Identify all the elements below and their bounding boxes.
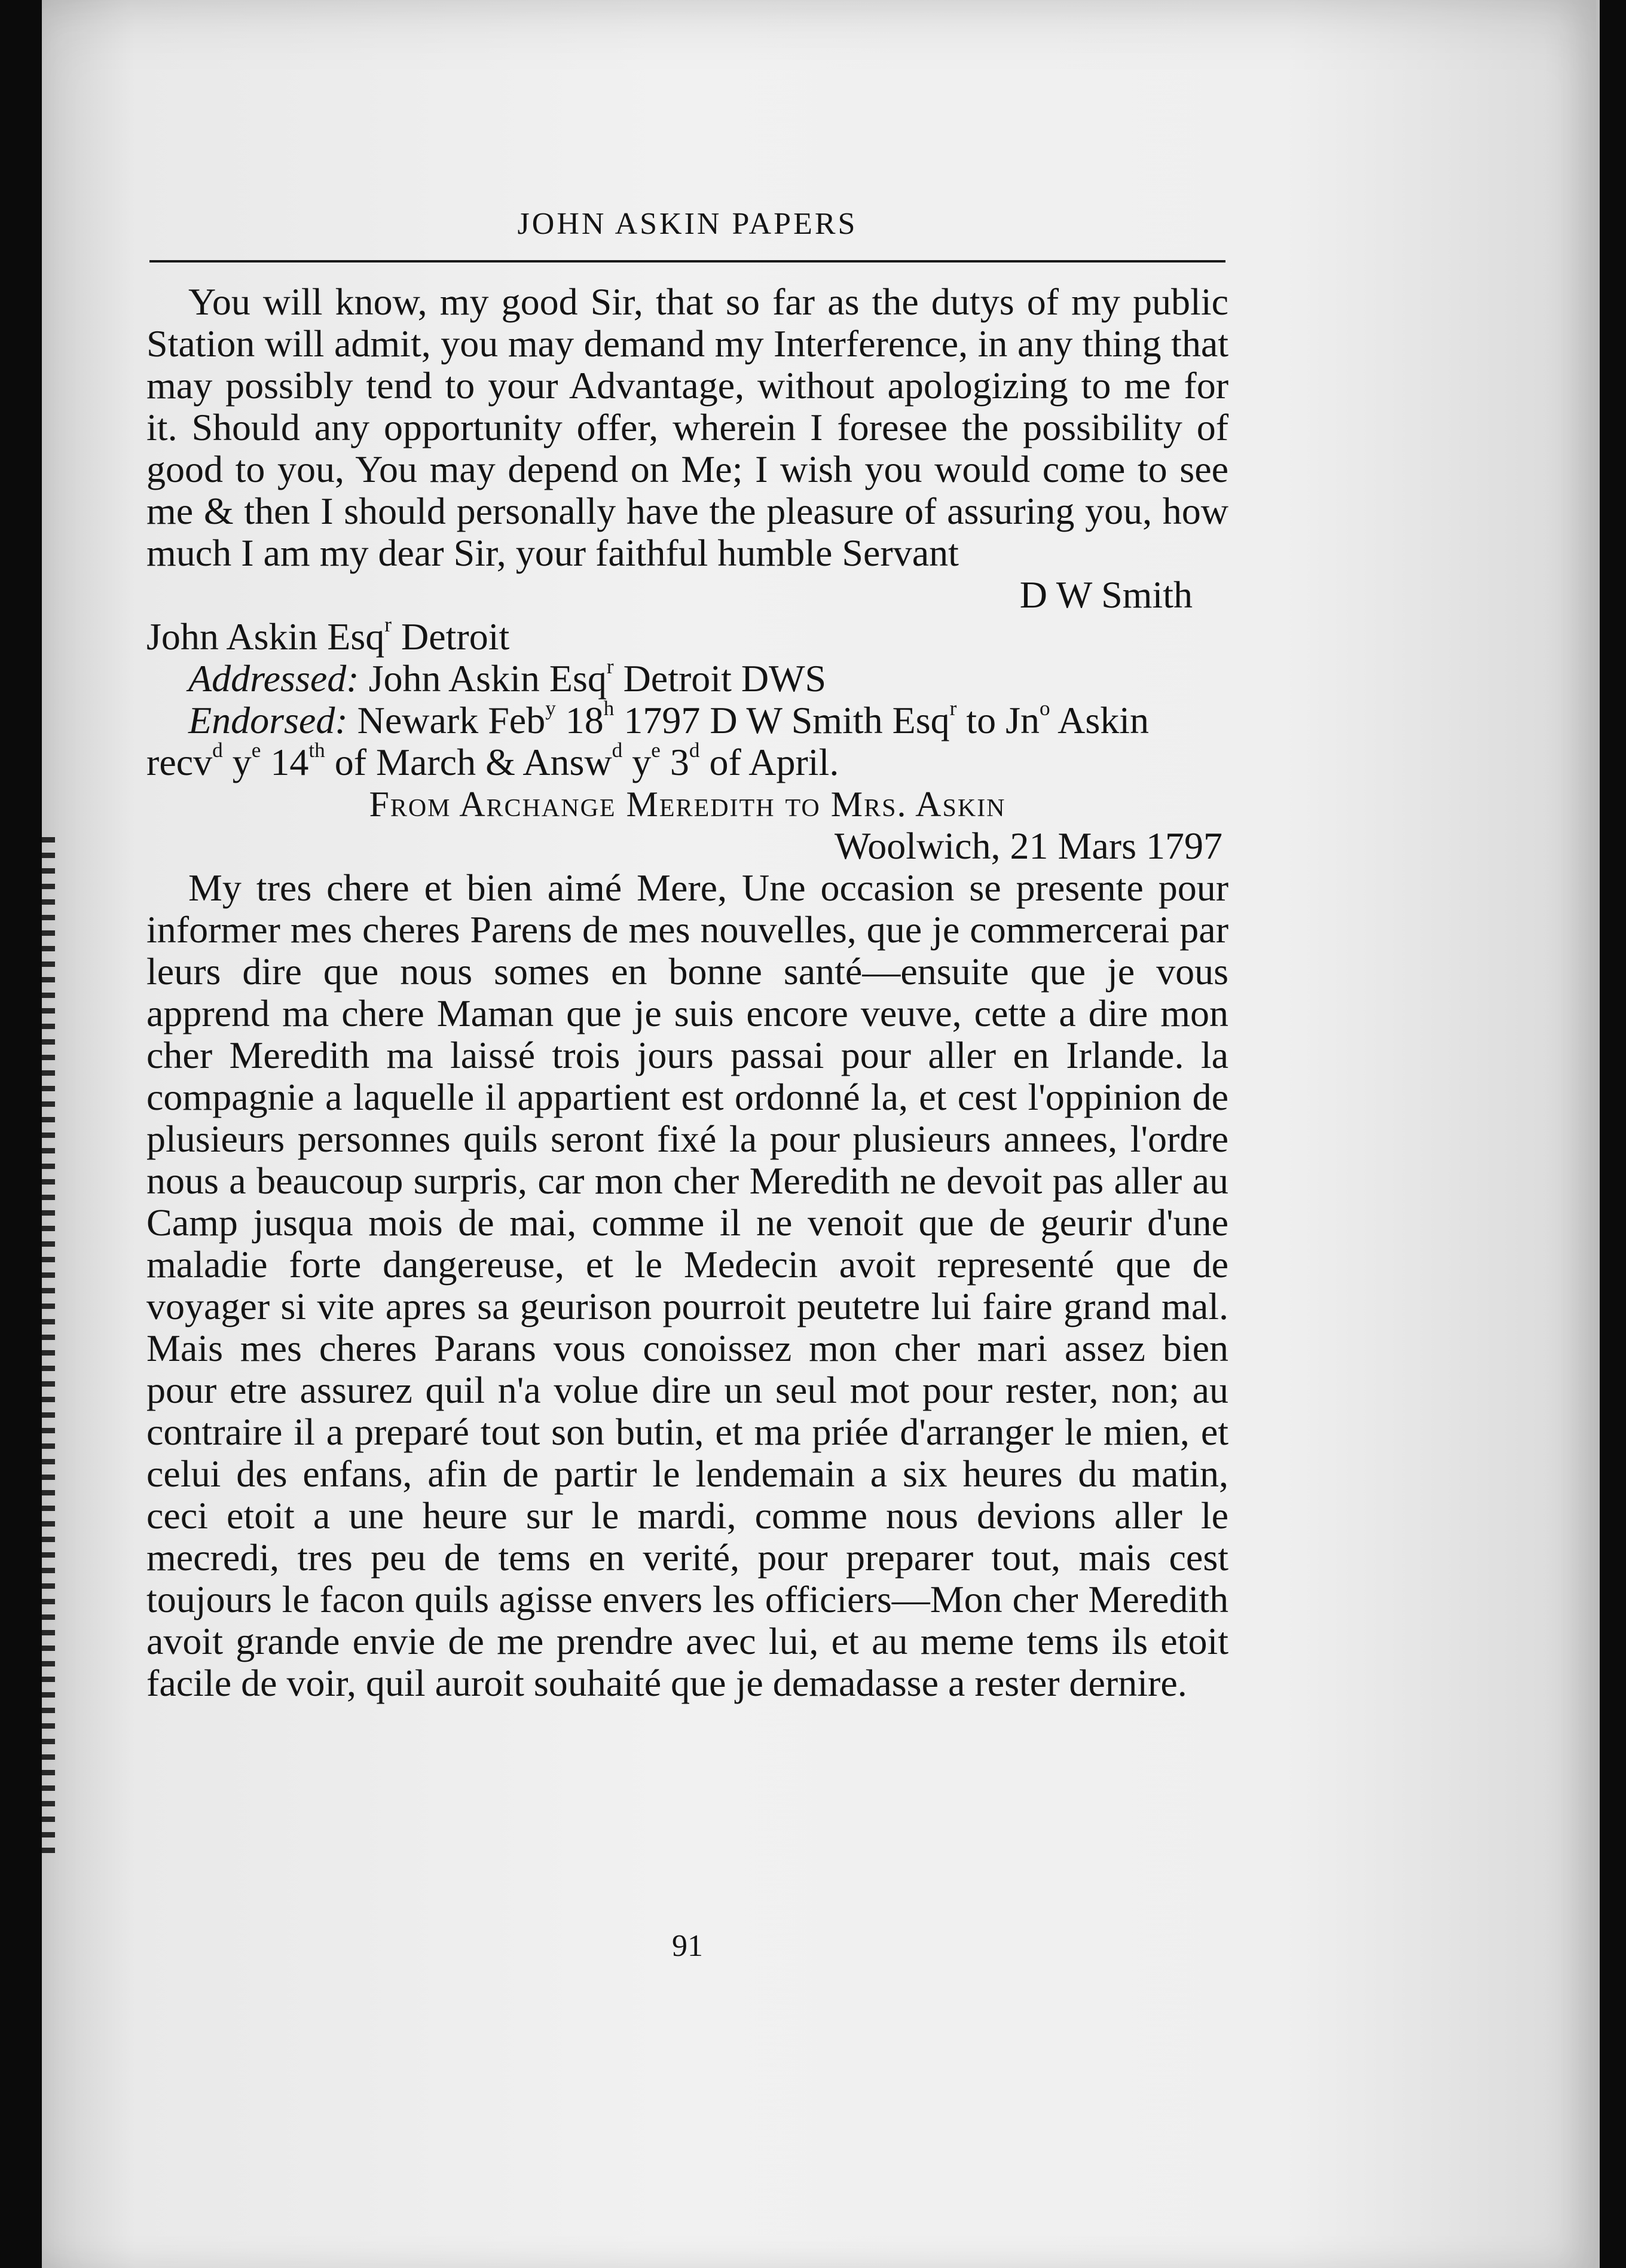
page-content <box>146 281 1228 1704</box>
torn-page-edge <box>42 837 55 1854</box>
running-head: JOHN ASKIN PAPERS <box>517 207 858 241</box>
addressed-note: Addressed: John Askin Esq$^r$ Detroit DWS <box>188 655 827 700</box>
header-rule <box>149 260 1225 262</box>
letter1-body: You will know, my good Sir, that so far as the dutys of my public Station will admit, you may demand my Interference, in any thing that may possibly tend to your Advantage, without apologizing to me for it. Should any opportunity offer, wherein I foresee the possibility of good to you, You may depend on Me; I wish you would come to see me & then I should personally have the pleasure of assuring you, how much I am my dear Sir, your faithful humble Servant <box>146 280 1228 574</box>
book-page <box>42 0 1600 2268</box>
letter1-signature: D W Smith <box>1019 573 1193 616</box>
letter2-dateline: Woolwich, 21 Mars 1797 <box>835 825 1222 867</box>
endorsed-note: Endorsed: Newark Feb$^y$ 18$^h$ 1797 D W Smith Esq$^r$ to Jn$^o$ Askin recv$^d$ $y^e$ 14th of March & Answ$^d$ $y^e$ 3$^d$ of April. <box>146 697 1149 783</box>
letter1-recipient: John Askin Esq$^r$ Detroit <box>146 613 510 658</box>
letter2-body: My tres chere et bien aimé Mere, Une occasion se presente pour informer mes cheres Parens de mes nouvelles, que je commercerai par leurs dire que nous somes en bonne santé—ensuite que je vous apprend ma chere Maman que je suis encore veuve, cette a dire mon cher Meredith ma laissé trois jours passai pour aller en Irlande. la compagnie a laquelle il appartient est ordonné la, et cest l'oppinion de plusieurs personnes quils seront fixé la pour plusieurs annees, l'ordre nous a beaucoup surpris, car mon cher Meredith ne devoit pas aller au Camp jusqua mois de mai, comme il ne venoit que de geurir d'une maladie forte dangereuse, et le Medecin avoit representé que de voyager si vite apres sa geurison pourroit peutetre lui faire grand mal. Mais mes cheres Parans vous conoissez mon cher mari assez bien pour etre assurez quil n'a volue dire un seul mot pour rester, non; au contraire il a preparé tout son butin, et ma priée d'arranger le mien, et celui des enfans, afin de partir le lendemain a six heures du matin, ceci etoit a une heure sur le mardi, comme nous devions aller le mecredi, tres peu de tems en verité, pour preparer tout, mais cest toujours le facon quils agisse envers les officiers—Mon cher Meredith avoit grande envie de me prendre avec lui, et au meme tems ils etoit facile de voir, quil auroit souhaité que je demadasse a rester dernire. <box>146 866 1228 1704</box>
page-number: 91 <box>672 1929 703 1963</box>
letter2-heading: From Archange Meredith to Mrs. Askin <box>369 785 1006 824</box>
